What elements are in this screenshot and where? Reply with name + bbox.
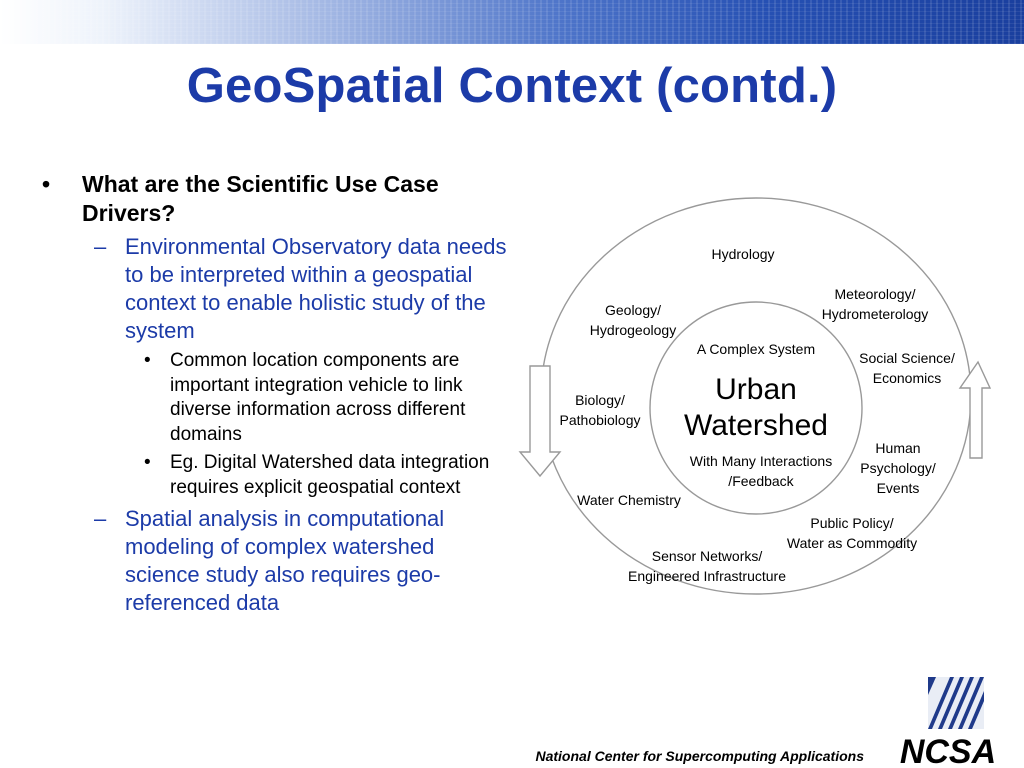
header-banner	[0, 0, 1024, 44]
label-water-chemistry: Water Chemistry	[577, 492, 681, 508]
label-geology: Geology/ Hydrogeology	[589, 302, 677, 338]
bullet-text: Common location components are important integration vehicle to link diverse information across different domains	[170, 350, 466, 445]
label-biology: Biology/ Pathobiology	[559, 392, 641, 428]
bullet-level1	[42, 170, 512, 228]
label-public-policy: Public Policy/ Water as Commodity	[786, 515, 918, 551]
dash-marker: –	[94, 234, 107, 259]
slide-title: GeoSpatial Context (contd.)	[186, 59, 838, 113]
label-meteorology: Meteorology/ Hydrometerology	[821, 286, 929, 322]
center-label-bottom: With Many Interactions /Feedback	[689, 453, 833, 489]
dash-marker: –	[94, 506, 107, 531]
left-arrow-icon	[520, 366, 560, 476]
bullet-list	[42, 170, 512, 617]
bullet-marker: •	[42, 171, 51, 197]
bullet-text: What are the Scientific Use Case Drivers?	[82, 171, 439, 226]
bullet-level3	[144, 349, 512, 447]
footer-org-name: National Center for Supercomputing Applications	[535, 748, 864, 764]
center-title: Urban Watershed	[684, 373, 828, 442]
center-label-top: A Complex System	[696, 341, 816, 357]
bullet-text: Eg. Digital Watershed data integration requires explicit geospatial context	[170, 452, 490, 498]
bullet-text: Environmental Observatory data needs to be interpreted within a geospatial context to enable holistic study of the system	[125, 234, 507, 343]
label-sensor-networks: Sensor Networks/ Engineered Infrastructure	[628, 548, 786, 584]
bullet-marker: •	[144, 350, 151, 371]
bullet-level2	[94, 233, 512, 345]
label-human-psychology: Human Psychology/ Events	[860, 440, 936, 496]
label-hydrology: Hydrology	[711, 246, 775, 262]
ncsa-logo	[886, 675, 1010, 765]
label-social-science: Social Science/ Economics	[859, 350, 955, 386]
logo-text: NCSA	[899, 733, 997, 765]
bullet-level3	[144, 451, 512, 500]
logo-mark	[928, 677, 984, 729]
bullet-level2	[94, 505, 512, 617]
watershed-diagram	[516, 192, 996, 600]
bullet-text: Spatial analysis in computational modeling of complex watershed science study also requires geo-referenced data	[125, 506, 445, 615]
bullet-marker: •	[144, 452, 151, 473]
